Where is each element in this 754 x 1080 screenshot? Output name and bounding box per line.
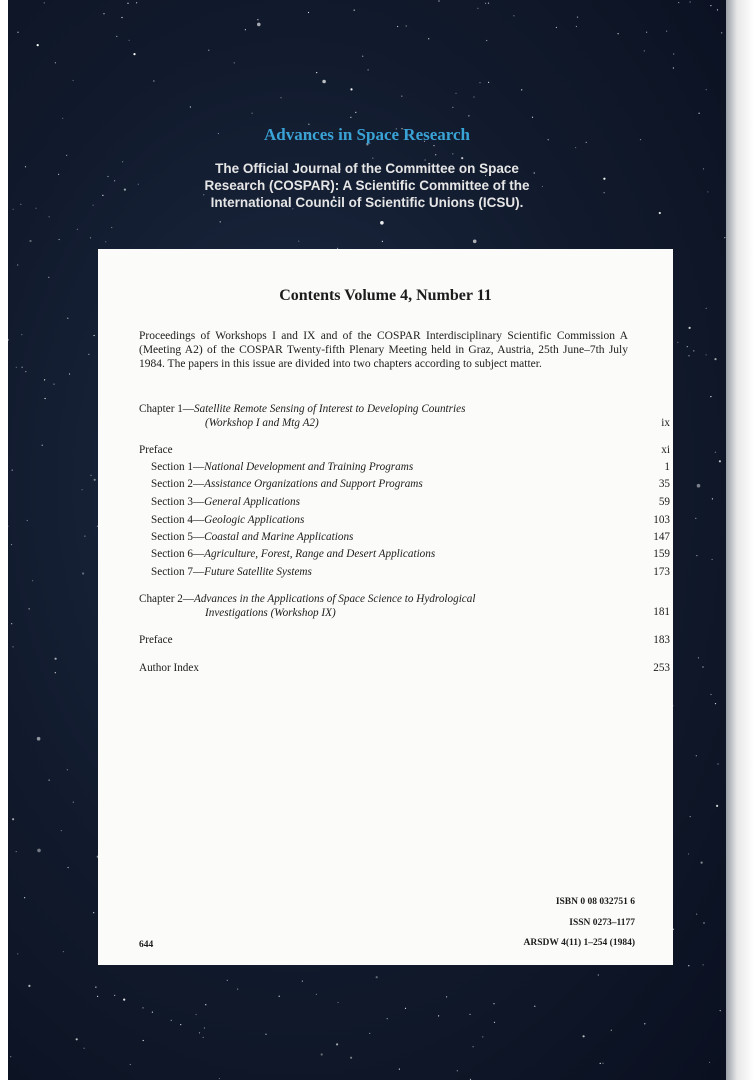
star	[37, 737, 41, 741]
journal-title: Advances in Space Research	[263, 125, 471, 144]
star	[382, 241, 383, 242]
star	[308, 12, 309, 13]
section-prefix: Section 1—	[151, 461, 205, 473]
star	[688, 853, 689, 854]
star	[479, 82, 480, 83]
star	[406, 25, 407, 26]
star	[602, 1063, 603, 1064]
toc-chapter-2	[139, 592, 670, 606]
star	[468, 115, 469, 116]
chapter-title: Advances in the Applications of Space Science to Hydrological	[194, 593, 476, 605]
toc-page-number: 147	[653, 531, 670, 543]
star	[82, 572, 84, 574]
star	[16, 851, 17, 852]
toc-label: Preface	[139, 444, 173, 456]
chapter-title-cont: Investigations (Workshop IX)	[205, 607, 336, 619]
star	[49, 780, 50, 781]
star	[697, 484, 701, 488]
star	[702, 666, 703, 667]
star	[678, 2, 679, 3]
star	[372, 158, 373, 159]
star	[703, 922, 704, 923]
star	[123, 999, 125, 1001]
toc-page-number: 59	[658, 496, 670, 508]
star	[521, 89, 522, 90]
star	[66, 155, 67, 156]
star	[171, 1020, 172, 1021]
star	[55, 672, 56, 673]
star	[252, 113, 253, 114]
star	[716, 805, 718, 807]
star	[153, 80, 154, 81]
star	[666, 31, 667, 32]
section-title: Assistance Organizations and Support Programs	[204, 478, 423, 490]
star	[129, 40, 130, 41]
star	[32, 580, 33, 581]
star	[455, 93, 456, 94]
star	[397, 26, 398, 27]
section-title: Future Satellite Systems	[204, 566, 312, 578]
toc-page-number: 173	[653, 566, 670, 578]
toc-chapter-1	[139, 402, 670, 416]
star	[556, 27, 557, 28]
star	[690, 1, 691, 2]
star	[205, 1004, 206, 1005]
star	[105, 241, 106, 242]
isbn: ISBN 0 08 032751 6	[555, 897, 635, 907]
star	[575, 147, 576, 148]
section-prefix: Section 6—	[151, 548, 205, 560]
toc-page-number: 35	[658, 478, 670, 490]
star	[257, 23, 261, 27]
star	[17, 32, 18, 33]
back-cover	[8, 0, 726, 1080]
star	[532, 117, 533, 118]
star	[696, 555, 697, 556]
star	[16, 367, 17, 368]
star	[17, 953, 18, 954]
star	[114, 995, 115, 996]
journal-code: ARSDW 4(11) 1–254 (1984)	[523, 938, 635, 948]
star	[473, 96, 474, 97]
star	[94, 335, 95, 336]
star	[677, 342, 678, 343]
star	[316, 72, 317, 73]
star	[8, 526, 9, 527]
toc-label: Preface	[139, 634, 173, 646]
section-title: Agriculture, Forest, Range and Desert Applications	[204, 548, 436, 560]
star	[485, 3, 486, 4]
contents-intro: Proceedings of Workshops I and IX and of the COSPAR Interdisciplinary Scientific Commission A (Meeting A2) of the COSPAR Twenty-fifth Plenary Meeting held in Graz, Austria, 25th June–7th July 1984. The papers in this issue are divided into two chapters according to subject matter.	[139, 330, 628, 370]
star	[494, 1022, 495, 1023]
star	[687, 346, 688, 347]
star	[488, 3, 489, 4]
section-title: Geologic Applications	[204, 514, 305, 526]
star	[696, 914, 697, 915]
star	[90, 475, 91, 476]
star	[355, 112, 356, 113]
star	[644, 1023, 645, 1024]
star	[17, 264, 18, 265]
star	[63, 951, 64, 952]
star	[219, 1078, 220, 1079]
star	[618, 33, 619, 34]
star	[646, 32, 647, 33]
toc-page-number: 1	[664, 461, 670, 473]
star	[338, 1002, 339, 1003]
star	[22, 367, 23, 368]
star	[37, 44, 39, 46]
star	[199, 1032, 200, 1033]
star	[68, 867, 69, 868]
star	[438, 1015, 439, 1016]
star	[69, 373, 70, 374]
star	[473, 240, 477, 244]
star	[280, 97, 281, 98]
star	[82, 489, 83, 490]
star	[673, 929, 674, 930]
star	[142, 1007, 143, 1008]
star	[127, 3, 128, 4]
star	[710, 694, 711, 695]
star	[121, 17, 122, 18]
star	[493, 1003, 494, 1004]
star	[706, 354, 707, 355]
star	[59, 239, 60, 240]
star	[55, 62, 56, 63]
star	[93, 912, 94, 913]
star	[245, 29, 246, 30]
star	[62, 118, 63, 119]
star	[699, 113, 700, 114]
star	[220, 221, 221, 222]
star	[94, 479, 96, 481]
star	[600, 1063, 601, 1064]
star	[401, 96, 402, 97]
star	[446, 996, 447, 997]
toc-page-number: 103	[653, 514, 670, 526]
star	[298, 241, 299, 242]
star	[717, 763, 718, 764]
star	[387, 1018, 388, 1019]
star	[583, 1035, 585, 1037]
star	[29, 240, 31, 242]
star	[695, 518, 696, 519]
star	[29, 608, 30, 609]
star	[486, 40, 487, 41]
star	[111, 227, 112, 228]
star	[28, 985, 30, 987]
star	[316, 994, 317, 995]
star	[350, 1057, 352, 1059]
star	[433, 145, 434, 146]
star	[61, 830, 62, 831]
star	[720, 1010, 721, 1011]
star	[701, 862, 703, 864]
page-number: 644	[139, 940, 154, 950]
star	[21, 334, 22, 335]
star	[350, 88, 352, 90]
star	[45, 398, 46, 399]
star	[336, 1043, 338, 1045]
star	[696, 755, 697, 756]
star	[143, 1040, 144, 1041]
star	[399, 1069, 400, 1070]
chapter-title: Satellite Remote Sensing of Interest to Developing Countries	[194, 403, 466, 415]
star	[12, 470, 13, 471]
star	[482, 1036, 483, 1037]
star	[369, 1033, 370, 1034]
star	[698, 657, 699, 658]
star	[461, 157, 463, 159]
section-prefix: Section 7—	[151, 566, 205, 578]
star	[227, 980, 228, 981]
star	[44, 379, 45, 380]
star	[644, 50, 645, 51]
star	[717, 9, 718, 10]
star	[673, 53, 674, 54]
toc-page-number: 181	[653, 606, 670, 618]
star	[534, 1006, 535, 1007]
star	[688, 355, 689, 356]
chapter-prefix: Chapter 1—	[139, 403, 194, 415]
toc-page-number: 159	[653, 548, 670, 560]
star	[488, 82, 489, 83]
section-title: General Applications	[204, 496, 300, 508]
star	[136, 2, 137, 3]
star	[710, 396, 711, 397]
star	[513, 15, 514, 16]
star	[204, 1027, 205, 1028]
star	[257, 19, 258, 20]
toc-page-number: 183	[653, 634, 670, 646]
star	[73, 80, 74, 81]
star	[376, 976, 378, 978]
star	[76, 1038, 78, 1040]
star	[577, 17, 578, 18]
star	[44, 2, 45, 3]
star	[350, 117, 351, 118]
star	[12, 818, 14, 820]
star	[322, 80, 326, 84]
star	[265, 1034, 266, 1035]
section-prefix: Section 3—	[151, 496, 205, 508]
star	[321, 1053, 323, 1055]
star	[130, 1064, 131, 1065]
star	[11, 623, 12, 624]
star	[53, 384, 54, 385]
star	[73, 802, 74, 803]
chapter-prefix: Chapter 2—	[139, 593, 194, 605]
star	[380, 221, 384, 225]
star	[714, 358, 716, 360]
star	[457, 1070, 458, 1071]
star	[10, 1056, 11, 1057]
star	[25, 371, 26, 372]
star	[709, 1062, 710, 1063]
journal-subtitle	[8, 160, 726, 211]
star	[88, 354, 89, 355]
star	[354, 10, 355, 11]
star	[42, 445, 43, 446]
star	[576, 26, 577, 27]
star	[55, 658, 57, 660]
star	[24, 897, 25, 898]
toc-label: Author Index	[139, 662, 199, 674]
star	[706, 89, 707, 90]
star	[693, 350, 694, 351]
star	[435, 154, 436, 155]
star	[12, 646, 13, 647]
star	[84, 1048, 85, 1049]
star	[712, 559, 713, 560]
star	[279, 996, 280, 997]
star	[452, 107, 453, 108]
section-prefix: Section 5—	[151, 531, 205, 543]
section-title: National Development and Training Programs	[204, 461, 414, 473]
star	[673, 67, 674, 68]
star	[90, 237, 91, 238]
journal-subtitle-line: International Council of Scientific Unions (ICSU).	[210, 195, 524, 210]
star	[49, 216, 50, 217]
star	[77, 229, 78, 230]
chapter-title-cont: (Workshop I and Mtg A2)	[205, 417, 319, 429]
star	[234, 62, 235, 63]
star	[428, 38, 429, 39]
star	[67, 318, 68, 319]
star	[688, 965, 689, 966]
star	[690, 816, 691, 817]
star	[438, 0, 439, 1]
star	[715, 452, 716, 453]
star	[477, 8, 478, 9]
star	[715, 703, 716, 704]
star	[103, 13, 104, 14]
star	[27, 520, 28, 521]
star	[203, 1037, 204, 1038]
star	[689, 327, 691, 329]
star	[473, 1046, 474, 1047]
toc-page-number: 253	[653, 662, 670, 674]
star	[95, 987, 96, 988]
journal-subtitle-line: Research (COSPAR): A Scientific Committee of the	[204, 178, 530, 193]
star	[368, 69, 369, 70]
star	[190, 106, 191, 107]
issn: ISSN 0273–1177	[569, 918, 635, 928]
star	[712, 498, 713, 499]
star	[469, 1014, 470, 1015]
section-prefix: Section 2—	[151, 478, 205, 490]
star	[362, 56, 363, 57]
contents-title: Contents Volume 4, Number 11	[279, 287, 492, 304]
star	[703, 964, 704, 965]
star	[8, 339, 9, 340]
star	[719, 460, 721, 462]
star	[405, 1008, 406, 1009]
star	[196, 1014, 197, 1015]
star	[37, 849, 41, 853]
cover-edge	[726, 0, 754, 1080]
star	[710, 5, 711, 6]
star	[452, 153, 453, 154]
star	[133, 53, 135, 55]
star	[659, 212, 661, 214]
star	[97, 996, 98, 997]
contents-panel	[98, 249, 673, 965]
star	[180, 1024, 181, 1025]
toc-page-number: ix	[661, 417, 670, 429]
star	[611, 1030, 612, 1031]
star	[116, 36, 117, 37]
star	[302, 981, 303, 982]
toc-page-number: xi	[661, 444, 670, 456]
star	[721, 32, 722, 33]
section-title: Coastal and Marine Applications	[204, 531, 354, 543]
star	[48, 277, 49, 278]
star	[11, 544, 12, 545]
star	[706, 308, 707, 309]
star	[208, 50, 209, 51]
star	[598, 974, 599, 975]
star	[84, 536, 85, 537]
star	[237, 989, 238, 990]
star	[152, 1012, 153, 1013]
journal-subtitle-line: The Official Journal of the Committee on Space	[215, 161, 519, 176]
section-prefix: Section 4—	[151, 514, 205, 526]
star	[67, 769, 68, 770]
